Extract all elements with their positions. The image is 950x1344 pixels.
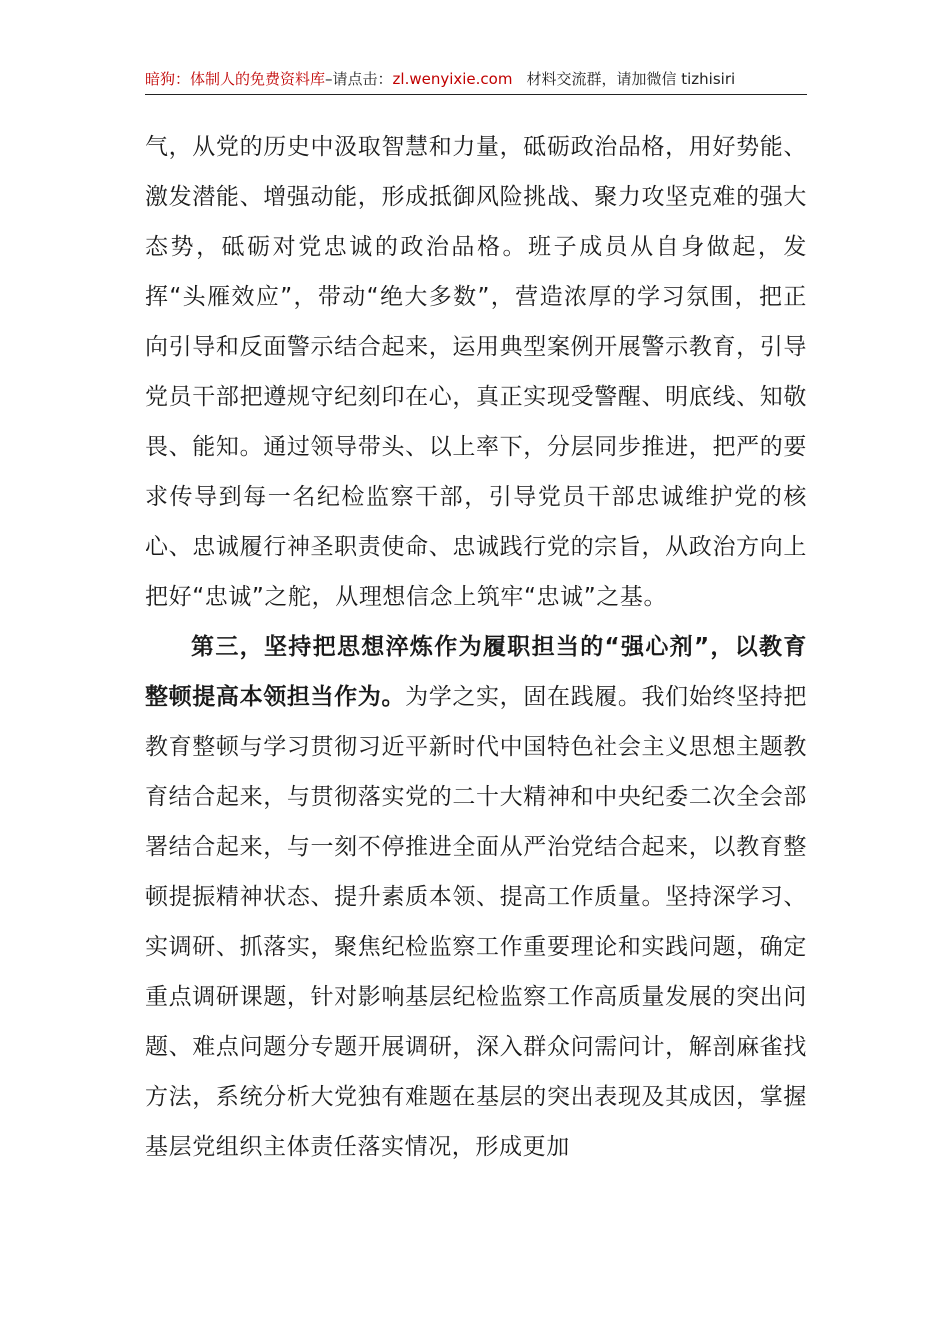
document-body bbox=[145, 122, 807, 1172]
header-click-prompt: –请点击： bbox=[325, 70, 393, 88]
header-site-name: 暗狗：体制人的免费资料库 bbox=[145, 70, 326, 88]
paragraph-2-text: 为学之实，固在践履。我们始终坚持把教育整顿与学习贯彻习近平新时代中国特色社会主义思想主题教育结合起来，与贯彻落实党的二十大精神和中央纪委二次全会部署结合起来，与一刻不停推进全面从严治党结合起来，以教育整顿提振精神状态、提升素质本领、提高工作质量。坚持深学习、实调研、抓落实，聚焦纪检监察工作重要理论和实践问题，确定重点调研课题，针对影响基层纪检监察工作高质量发展的突出问题、难点问题分专题开展调研，深入群众问需问计，解剖麻雀找方法，系统分析大党独有难题在基层的突出表现及其成因，掌握基层党组织主体责任落实情况，形成更加 bbox=[145, 684, 807, 1160]
header-url-link[interactable]: zl.wenyixie.com bbox=[392, 70, 513, 88]
page-header bbox=[145, 64, 807, 95]
paragraph-1: 气，从党的历史中汲取智慧和力量，砥砺政治品格，用好势能、激发潜能、增强动能，形成抵御风险挑战、聚力攻坚克难的强大态势，砥砺对党忠诚的政治品格。班子成员从自身做起，发挥“头雁效应”，带动“绝大多数”，营造浓厚的学习氛围，把正向引导和反面警示结合起来，运用典型案例开展警示教育，引导党员干部把遵规守纪刻印在心，真正实现受警醒、明底线、知敬畏、能知。通过领导带头、以上率下，分层同步推进，把严的要求传导到每一名纪检监察干部，引导党员干部忠诚维护党的核心、忠诚履行神圣职责使命、忠诚践行党的宗旨，从政治方向上把好“忠诚”之舵，从理想信念上筑牢“忠诚”之基。 bbox=[145, 134, 807, 610]
header-group-note: 材料交流群，请加微信 tizhisiri bbox=[526, 70, 736, 88]
paragraph-2 bbox=[145, 622, 807, 1172]
paragraph-2-heading: 第三，坚持把思想淬炼作为履职担当的“强心剂”，以教育整顿提高本领担当作为。 bbox=[145, 634, 807, 710]
